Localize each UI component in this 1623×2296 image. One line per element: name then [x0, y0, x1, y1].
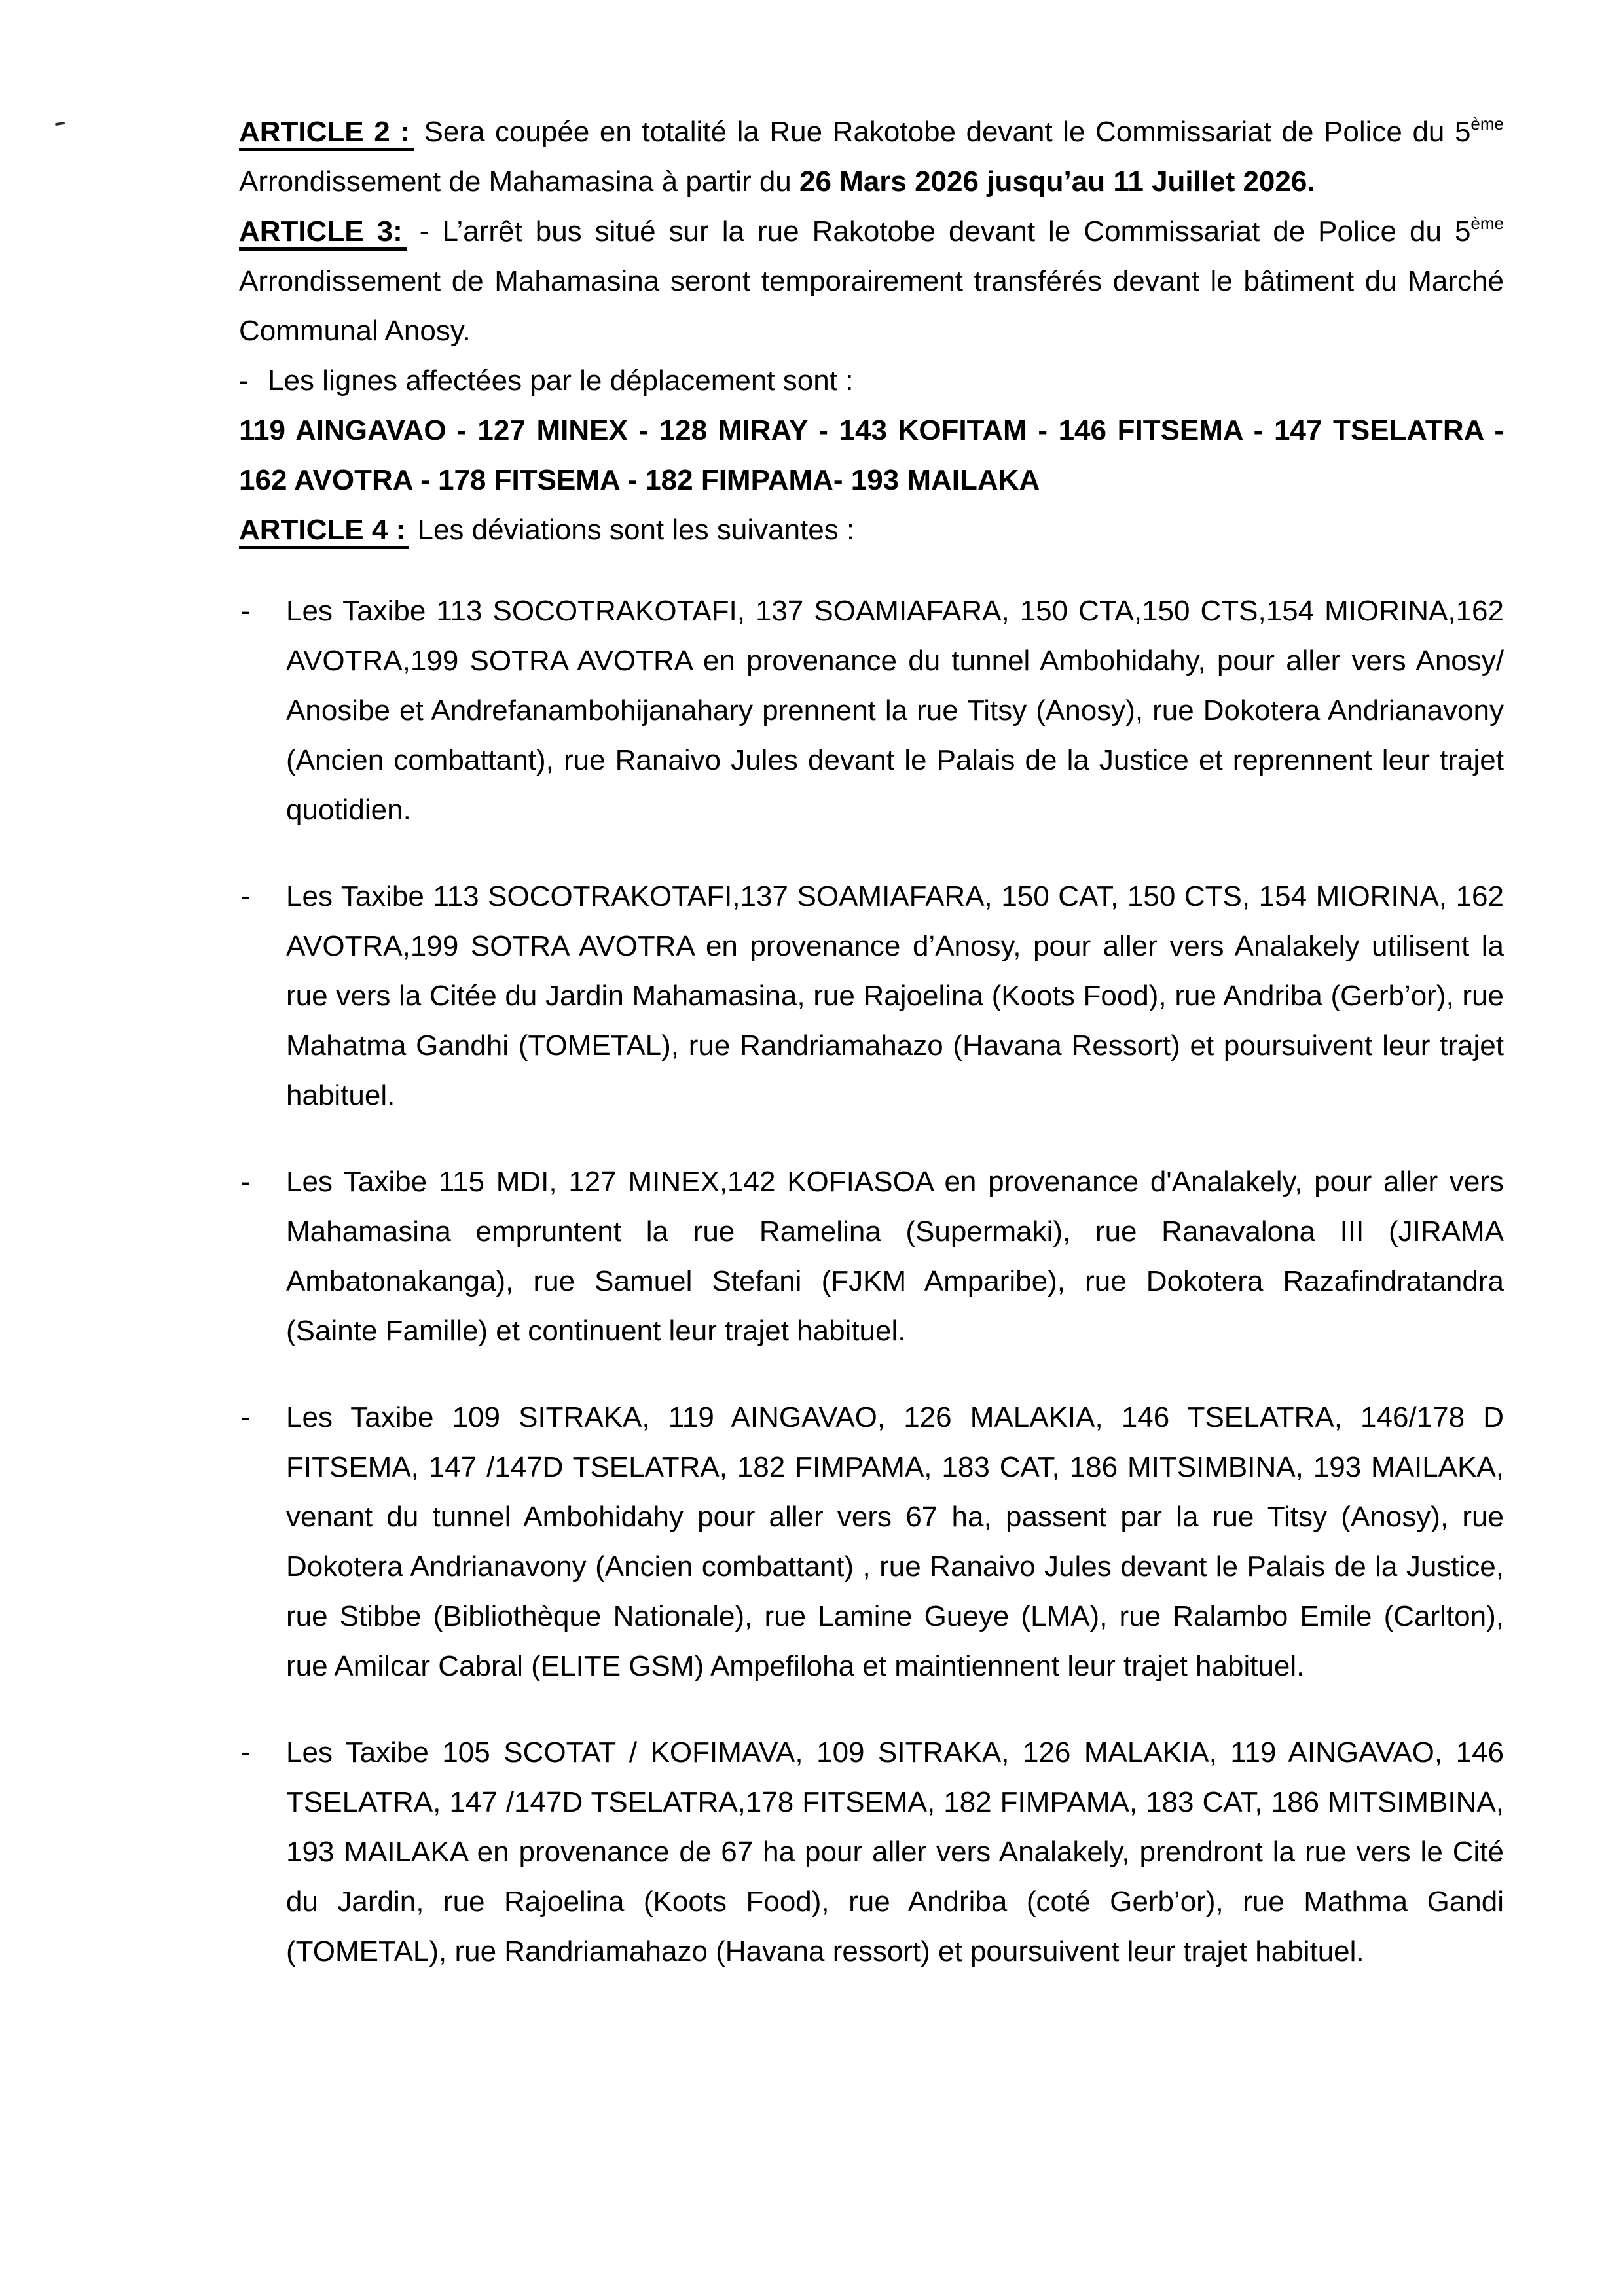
list-item: [239, 872, 1504, 1121]
deviation-text: Les Taxibe 113 SOCOTRAKOTAFI,137 SOAMIAFARA, 150 CAT, 150 CTS, 154 MIORINA, 162 AVOTRA,199 SOTRA AVOTRA en provenance d’Anosy, pour aller vers Analakely utilisent la rue vers la Citée du Jardin Mahamasina, rue Rajoelina (Koots Food), rue Andriba (Gerb’or), rue Mahatma Gandhi (TOMETAL), rue Randriamahazo (Havana Ressort) et poursuivent leur trajet habituel.: [286, 880, 1504, 1111]
deviation-text: Les Taxibe 109 SITRAKA, 119 AINGAVAO, 126 MALAKIA, 146 TSELATRA, 146/178 D FITSEMA, 147 /147D TSELATRA, 182 FIMPAMA, 183 CAT, 186 MITSIMBINA, 193 MAILAKA, venant du tunnel Ambohidahy pour aller vers 67 ha, passent par la rue Titsy (Anosy), rue Dokotera Andrianavony (Ancien combattant) , rue Ranaivo Jules devant le Palais de la Justice, rue Stibbe (Bibliothèque Nationale), rue Lamine Gueye (LMA), rue Ralambo Emile (Carlton), rue Amilcar Cabral (ELITE GSM) Ampefiloha et maintiennent leur trajet habituel.: [286, 1401, 1504, 1682]
dash-marker: -: [241, 1736, 251, 1768]
article-2-body: Sera coupée en totalité la Rue Rakotobe devant le Commissariat de Police du 5: [424, 116, 1471, 148]
deviation-text: Les Taxibe 113 SOCOTRAKOTAFI, 137 SOAMIAFARA, 150 CTA,150 CTS,154 MIORINA,162 AVOTRA,199 SOTRA AVOTRA en provenance du tunnel Ambohidahy, pour aller vers Anosy/ Anosibe et Andrefanambohijanahary prennent la rue Titsy (Anosy), rue Dokotera Andrianavony (Ancien combattant), rue Ranaivo Jules devant le Palais de la Justice et reprennent leur trajet quotidien.: [286, 595, 1504, 826]
dash-marker: -: [241, 595, 251, 627]
article-4-paragraph: [239, 505, 1504, 555]
article-2-paragraph: [239, 107, 1504, 207]
scan-artifact-mark: [55, 122, 65, 126]
affected-lines-intro: [239, 356, 1504, 406]
article-4-intro: Les déviations sont les suivantes :: [417, 514, 855, 546]
article-3-body: - L’arrêt bus situé sur la rue Rakotobe devant le Commissariat de Police du 5: [419, 215, 1471, 247]
article-2-heading: ARTICLE 2 :: [239, 116, 414, 151]
article-3-body-continuation: Arrondissement de Mahamasina seront temporairement transférés devant le bâtiment du Marché Communal Anosy.: [239, 265, 1504, 347]
deviation-text: Les Taxibe 105 SCOTAT / KOFIMAVA, 109 SITRAKA, 126 MALAKIA, 119 AINGAVAO, 146 TSELATRA, 147 /147D TSELATRA,178 FITSEMA, 182 FIMPAMA, 183 CAT, 186 MITSIMBINA, 193 MAILAKA en provenance de 67 ha pour aller vers Analakely, prendront la rue vers le Cité du Jardin, rue Rajoelina (Koots Food), rue Andriba (coté Gerb’or), rue Mathma Gandi (TOMETAL), rue Randriamahazo (Havana ressort) et poursuivent leur trajet habituel.: [286, 1736, 1504, 1967]
article-4-heading: ARTICLE 4 :: [239, 514, 409, 549]
dash-marker: -: [241, 1401, 251, 1433]
article-2-continuation: Arrondissement de Mahamasina à partir du: [239, 166, 792, 198]
list-item: [239, 1393, 1504, 1691]
affected-bus-lines: 119 AINGAVAO - 127 MINEX - 128 MIRAY - 143 KOFITAM - 146 FITSEMA - 147 TSELATRA - 162 AVOTRA - 178 FITSEMA - 182 FIMPAMA- 193 MAILAKA: [239, 414, 1504, 496]
list-item: [239, 1157, 1504, 1356]
deviation-text: Les Taxibe 115 MDI, 127 MINEX,142 KOFIASOA en provenance d'Analakely, pour aller vers Mahamasina empruntent la rue Ramelina (Supermaki), rue Ranavalona III (JIRAMA Ambatonakanga), rue Samuel Stefani (FJKM Amparibe), rue Dokotera Razafindratandra (Sainte Famille) et continuent leur trajet habituel.: [286, 1166, 1504, 1347]
dash-marker: -: [239, 365, 249, 397]
dash-marker: -: [241, 880, 251, 912]
article-3-heading: ARTICLE 3:: [239, 215, 407, 251]
list-item: [239, 586, 1504, 835]
affected-lines-intro-text: Les lignes affectées par le déplacement sont :: [268, 365, 854, 397]
dash-marker: -: [241, 1166, 251, 1198]
article-2-dates: 26 Mars 2026 jusqu’au 11 Juillet 2026.: [799, 166, 1315, 198]
document-content: [239, 107, 1504, 1977]
list-item: [239, 1728, 1504, 1977]
article-2-superscript: ème: [1470, 114, 1504, 134]
article-3-superscript: ème: [1470, 213, 1504, 233]
deviation-list: [239, 586, 1504, 1977]
article-3-paragraph: [239, 207, 1504, 356]
